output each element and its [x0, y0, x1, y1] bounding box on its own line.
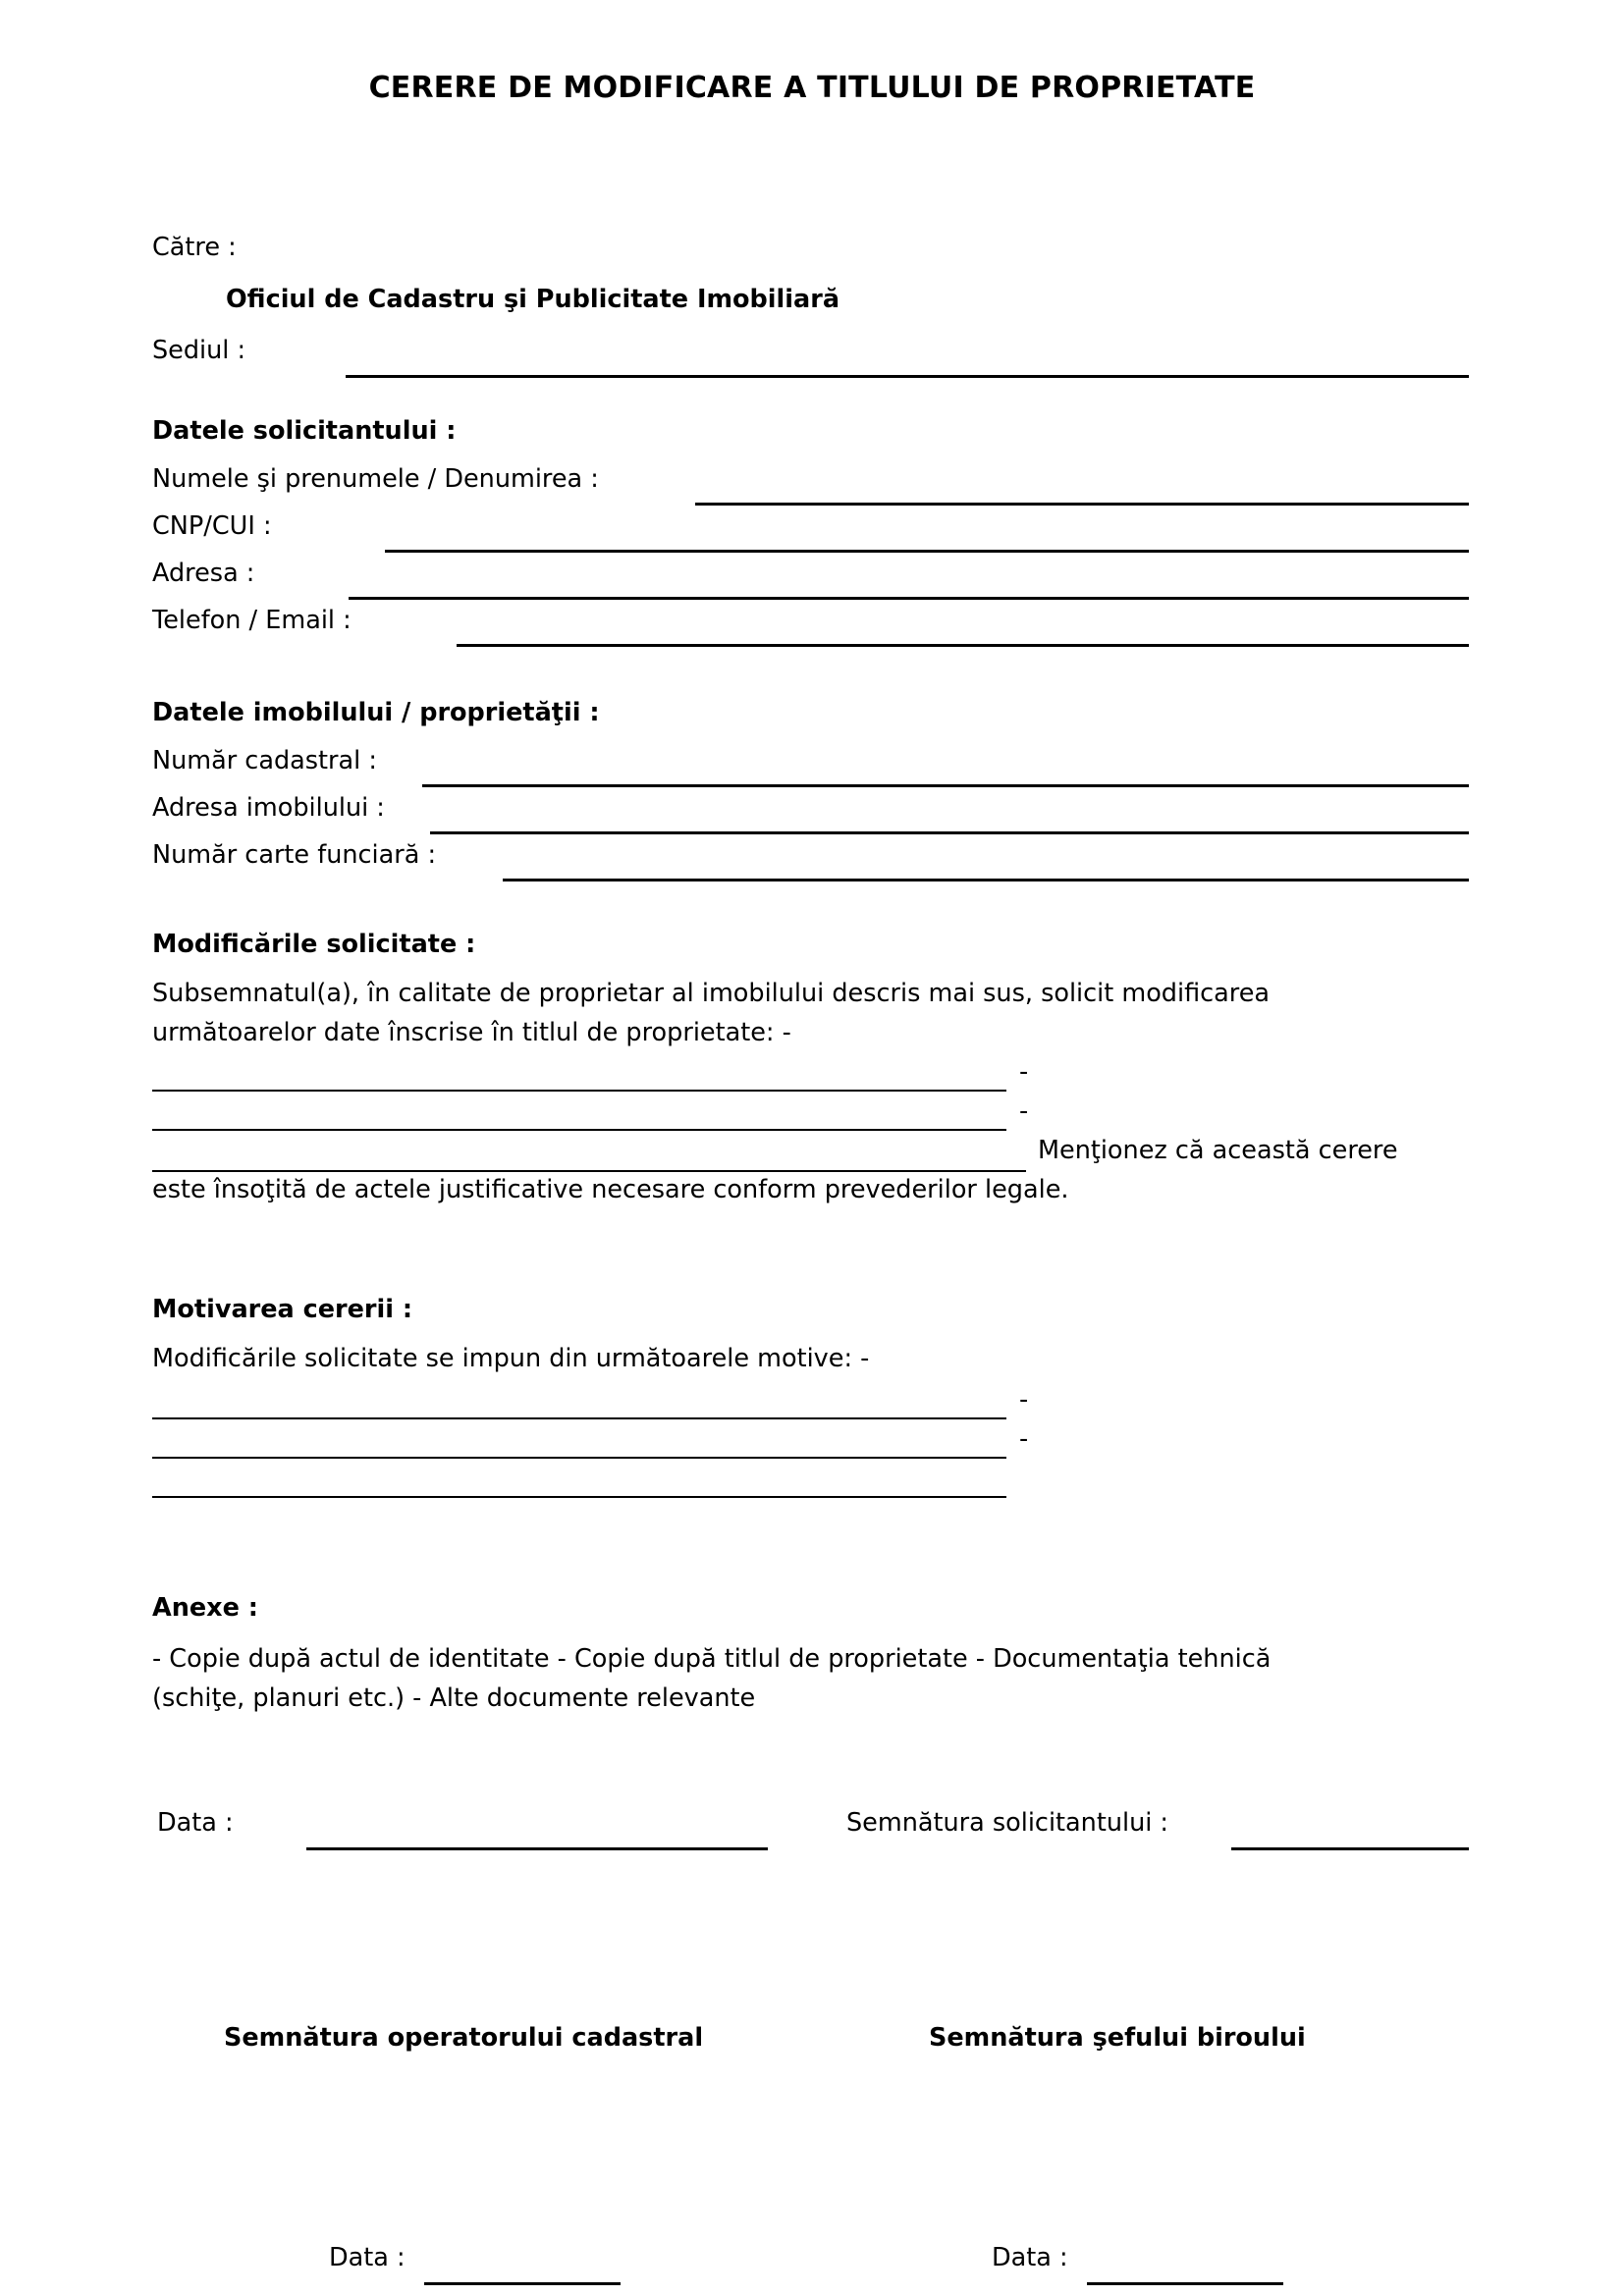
property-field-label-cadastral: Număr cadastral :	[152, 746, 377, 775]
requested-changes-blank-line-3[interactable]	[152, 1170, 1026, 1172]
motivation-dash-2: -	[1019, 1424, 1029, 1454]
chief-date-input[interactable]	[1087, 2282, 1283, 2285]
motivation-blank-line-1[interactable]	[152, 1417, 1006, 1419]
property-field-label-landbook: Număr carte funciară :	[152, 840, 437, 870]
motivation-heading: Motivarea cererii :	[152, 1295, 413, 1324]
applicant-field-input-phone[interactable]	[457, 644, 1469, 647]
applicant-field-input-cnp[interactable]	[385, 550, 1469, 553]
applicant-signature-input[interactable]	[1231, 1847, 1469, 1850]
requested-changes-heading: Modificările solicitate :	[152, 930, 476, 959]
signature-date-input[interactable]	[306, 1847, 768, 1850]
operator-signature-label: Semnătura operatorului cadastral	[224, 2023, 704, 2053]
operator-date-input[interactable]	[424, 2282, 621, 2285]
addressee-to-label: Către :	[152, 233, 237, 262]
applicant-field-label-phone: Telefon / Email :	[152, 606, 352, 635]
page-title: CERERE DE MODIFICARE A TITLULUI DE PROPRIETATE	[368, 71, 1256, 105]
requested-changes-blank-line-2[interactable]	[152, 1129, 1006, 1131]
applicant-field-input-name[interactable]	[695, 503, 1469, 506]
motivation-blank-line-2[interactable]	[152, 1457, 1006, 1459]
chief-signature-label: Semnătura şefului biroului	[929, 2023, 1306, 2053]
applicant-section-heading: Datele solicitantului :	[152, 416, 457, 446]
property-section-heading: Datele imobilului / proprietăţii :	[152, 698, 600, 727]
property-field-label-address: Adresa imobilului :	[152, 793, 385, 823]
applicant-field-input-address[interactable]	[349, 597, 1469, 600]
property-field-input-address[interactable]	[430, 831, 1469, 834]
addressee-seat-input-line[interactable]	[346, 375, 1469, 378]
motivation-blank-line-3[interactable]	[152, 1496, 1006, 1498]
property-field-input-landbook[interactable]	[503, 879, 1469, 881]
requested-changes-note-line1: Menţionez că această cerere	[1038, 1136, 1398, 1165]
addressee-office-name: Oficiul de Cadastru şi Publicitate Imobiliară	[226, 285, 840, 314]
applicant-field-label-name: Numele şi prenumele / Denumirea :	[152, 464, 599, 494]
signature-date-label: Data :	[157, 1808, 234, 1838]
requested-changes-note-line2: este însoţită de actele justificative necesare conform prevederilor legale.	[152, 1175, 1069, 1204]
annexes-heading: Anexe :	[152, 1593, 259, 1623]
motivation-intro: Modificările solicitate se impun din următoarele motive: -	[152, 1344, 870, 1373]
motivation-dash-1: -	[1019, 1385, 1029, 1415]
chief-date-label: Data :	[992, 2243, 1068, 2272]
applicant-field-label-cnp: CNP/CUI :	[152, 511, 272, 541]
requested-changes-blank-line-1[interactable]	[152, 1090, 1006, 1092]
requested-changes-dash-2: -	[1019, 1096, 1029, 1126]
property-field-input-cadastral[interactable]	[422, 784, 1469, 787]
requested-changes-dash-1: -	[1019, 1057, 1029, 1087]
operator-date-label: Data :	[329, 2243, 406, 2272]
annexes-line1: - Copie după actul de identitate - Copie după titlul de proprietate - Documentaţia tehnică	[152, 1644, 1272, 1674]
applicant-signature-label: Semnătura solicitantului :	[846, 1808, 1169, 1838]
addressee-seat-label: Sediul :	[152, 336, 246, 365]
requested-changes-intro-line1: Subsemnatul(a), în calitate de proprietar al imobilului descris mai sus, solicit modificarea	[152, 979, 1271, 1008]
requested-changes-intro-line2: următoarelor date înscrise în titlul de proprietate: -	[152, 1018, 791, 1047]
applicant-field-label-address: Adresa :	[152, 559, 255, 588]
annexes-line2: (schiţe, planuri etc.) - Alte documente relevante	[152, 1683, 756, 1713]
